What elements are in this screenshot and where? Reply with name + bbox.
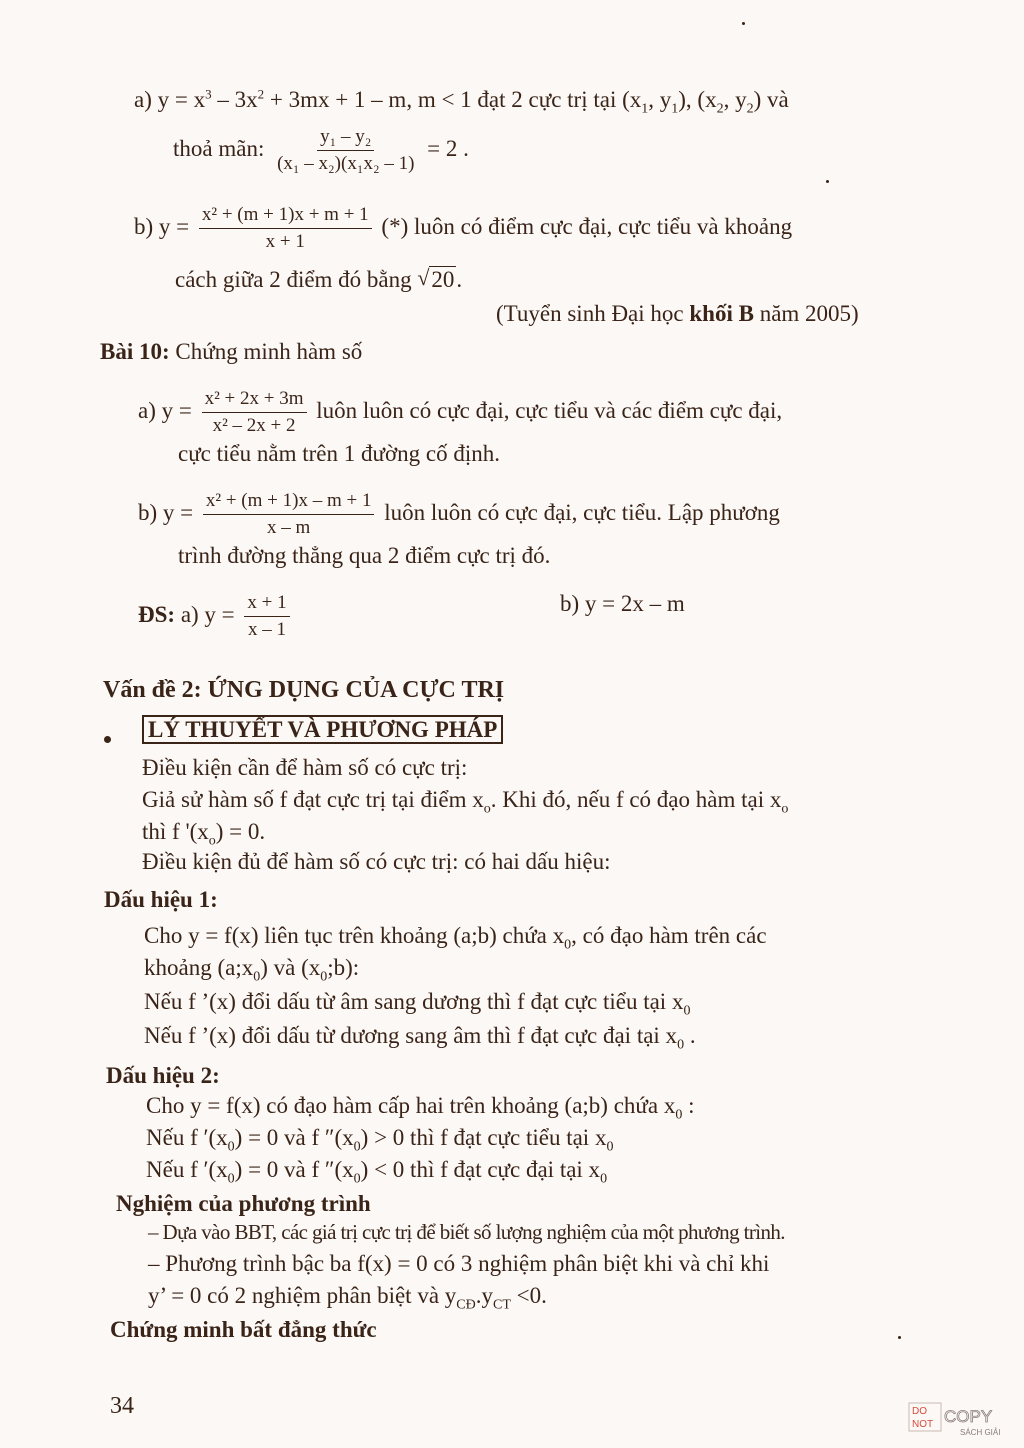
topic-text: ) = 0. <box>215 819 266 844</box>
fraction-numerator: x² + (m + 1)x + m + 1 <box>199 204 372 229</box>
page-number <box>110 1392 134 1420</box>
topic-text: Điều kiện cần để hàm số có cực trị: <box>142 755 468 780</box>
topic-text: . Khi đó, nếu f có đạo hàm tại x <box>490 787 782 812</box>
sign2-title <box>106 1062 220 1090</box>
answer-b: b) y = 2x – m <box>560 591 685 616</box>
sign2-line2 <box>146 1124 614 1155</box>
roots-line1 <box>148 1218 785 1246</box>
p10-b-line1 <box>138 490 780 539</box>
fraction-denominator: x – m <box>267 517 311 538</box>
sign2-text: Nếu f ′(x <box>146 1157 228 1182</box>
topic-boxed-title <box>142 716 503 744</box>
p9-a-text: ) và <box>753 87 789 112</box>
subscript: 0 <box>227 1139 235 1155</box>
p9-a-text: a) y = x <box>134 87 206 112</box>
fraction-numerator: x² + 2x + 3m <box>202 388 307 413</box>
sign1-line3 <box>144 988 691 1019</box>
ineq-title-text: Chứng minh bất đẳng thức <box>110 1317 377 1342</box>
p10-answer-b <box>560 590 685 618</box>
subscript: CT <box>492 1297 511 1313</box>
subscript: 0 <box>600 1171 608 1187</box>
subscript: 0 <box>606 1139 614 1155</box>
p9-a-condition <box>173 126 469 175</box>
roots-text: – Phương trình bậc ba f(x) = 0 có 3 nghiệm phân biệt khi và chỉ khi <box>148 1251 770 1276</box>
p9-a-cond-label: thoả mãn: <box>173 135 265 161</box>
fraction-numerator: x + 1 <box>244 592 289 617</box>
sign1-title <box>104 886 218 914</box>
roots-text: – Dựa vào BBT, các giá trị cực trị để biết số lượng nghiệm của một phương trình. <box>148 1220 785 1244</box>
p10-answer <box>138 592 294 641</box>
sign2-text: : <box>682 1093 695 1118</box>
roots-line3 <box>148 1282 547 1313</box>
p9-a-text: , y <box>723 87 747 112</box>
sign1-line2 <box>144 954 360 985</box>
watermark-brand: SÁCH GIẢI <box>960 1428 1001 1437</box>
bullet-icon <box>104 736 111 743</box>
exercise-title-rest: Chứng minh hàm số <box>169 339 363 364</box>
source-text: (Tuyển sinh Đại học <box>496 301 690 326</box>
topic-heading-text: Vấn đề 2: ỨNG DỤNG CỦA CỰC TRỊ <box>103 677 505 703</box>
answer-a-label: a) y = <box>175 601 235 627</box>
fraction-numerator: y₁ – y₂ <box>317 126 374 151</box>
sqrt-expression: √ 20 <box>417 265 455 292</box>
sign1-text: ;b): <box>327 955 360 980</box>
sign1-title-text: Dấu hiệu 1: <box>104 887 218 912</box>
sign2-text: ) > 0 thì f đạt cực tiểu tại x <box>360 1125 607 1150</box>
p9-b-text2: cách giữa 2 điểm đó bằng <box>175 267 412 292</box>
p9-a-text: , y <box>648 87 672 112</box>
sign2-text: Cho y = f(x) có đạo hàm cấp hai trên khoảng (a;b) chứa x <box>146 1093 676 1118</box>
p10-title <box>100 338 362 366</box>
p9-b-fraction <box>199 204 372 253</box>
sign1-text: . <box>684 1023 696 1048</box>
roots-title-text: Nghiệm của phương trình <box>116 1191 371 1216</box>
p9-b-label: b) y = <box>134 213 190 239</box>
roots-text: y’ = 0 có 2 nghiệm phân biệt và y <box>148 1283 457 1308</box>
sign1-text: , có đạo hàm trên các <box>571 923 767 948</box>
sign1-text: Cho y = f(x) liên tục trên khoảng (a;b) chứa x <box>144 923 565 948</box>
watermark-not: NOT <box>912 1419 934 1430</box>
subscript: 0 <box>253 969 261 985</box>
subscript: o <box>781 801 789 817</box>
p9-source <box>496 300 859 328</box>
roots-line2 <box>148 1250 769 1278</box>
source-end: năm 2005) <box>753 301 859 326</box>
subscript: 0 <box>320 969 328 985</box>
speck <box>826 180 829 183</box>
topic-text: Giả sử hàm số f đạt cực trị tại điểm x <box>142 787 484 812</box>
subscript: 0 <box>353 1171 361 1187</box>
subscript: 0 <box>353 1139 361 1155</box>
fraction-denominator: x + 1 <box>265 231 305 252</box>
sign2-text: ) = 0 và f ″(x <box>234 1157 354 1182</box>
topic-line4 <box>142 848 611 876</box>
p10-b-text2: trình đường thẳng qua 2 điểm cực trị đó. <box>178 543 551 568</box>
watermark-icon <box>908 1402 1008 1438</box>
roots-text: <0. <box>510 1283 547 1308</box>
watermark-do: DO <box>912 1406 927 1417</box>
sign2-text: Nếu f ′(x <box>146 1125 228 1150</box>
p9-b-line2 <box>175 266 462 294</box>
p9-a-cond-suffix: = 2 . <box>427 135 469 161</box>
sign2-title-text: Dấu hiệu 2: <box>106 1063 220 1088</box>
page-number-text: 34 <box>110 1393 134 1419</box>
boxed-title: LÝ THUYẾT VÀ PHƯƠNG PHÁP <box>142 715 503 744</box>
p9-b-text: (*) luôn có điểm cực đại, cực tiểu và khoảng <box>381 213 793 239</box>
sign2-text: ) < 0 thì f đạt cực đại tại x <box>360 1157 601 1182</box>
p9-b-line1 <box>134 204 792 253</box>
p10-a-text: luôn luôn có cực đại, cực tiểu và các điểm cực đại, <box>316 397 783 423</box>
p9-a-fraction <box>274 126 417 175</box>
p10-a-line2 <box>178 440 500 468</box>
topic-heading <box>103 676 504 704</box>
p10-b-text: luôn luôn có cực đại, cực tiểu. Lập phương <box>384 499 780 525</box>
sign2-line3 <box>146 1156 608 1187</box>
answer-label: ĐS: <box>138 601 176 627</box>
subscript: o <box>208 833 216 849</box>
source-bold: khối B <box>689 301 754 326</box>
roots-title <box>116 1190 371 1218</box>
fraction-numerator: x² + (m + 1)x – m + 1 <box>203 490 375 515</box>
p10-b-fraction <box>203 490 375 539</box>
p9-a-text: + 3mx + 1 – m, m < 1 đạt 2 cực trị tại (x <box>264 87 642 112</box>
topic-text: thì f '(x <box>142 819 209 844</box>
sign1-text: ) và (x <box>260 955 321 980</box>
sqrt-radicand: 20 <box>431 267 455 292</box>
watermark-stamp <box>908 1402 1008 1438</box>
sign1-text: khoảng (a;x <box>144 955 254 980</box>
p10-a-line1 <box>138 388 782 437</box>
sign1-line1 <box>144 922 767 953</box>
answer-a-fraction <box>244 592 289 641</box>
topic-line3 <box>142 818 266 849</box>
p10-b-line2 <box>178 542 550 570</box>
fraction-denominator: (x₁ – x₂)(x₁x₂ – 1) <box>277 153 415 174</box>
roots-text: .y <box>475 1283 493 1308</box>
topic-line1 <box>142 754 467 782</box>
topic-line2 <box>142 786 789 817</box>
p9-a-line1: a) $y = x^3 - 3x^2 + 3mx + 1 - m$, m < 1 đạt 2 cực trị tại ($x_1$, $y_1$), ($x_2$, $y_2$) và <box>134 86 789 117</box>
topic-text: Điều kiện đủ để hàm số có cực trị: có hai dấu hiệu: <box>142 849 611 874</box>
exercise-title: Bài 10: <box>100 339 170 364</box>
p10-a-label: a) y = <box>138 397 192 423</box>
watermark-copy: COPY <box>944 1407 993 1426</box>
sign1-line4 <box>144 1022 696 1053</box>
sign1-text: Nếu f ’(x) đổi dấu từ âm sang dương thì f đạt cực tiểu tại x <box>144 989 684 1014</box>
p9-a-text: ), (x <box>678 87 717 112</box>
p9-a-text: – 3x <box>211 87 258 112</box>
subscript: o <box>483 801 491 817</box>
subscript: 0 <box>677 1037 685 1053</box>
sign2-text: ) = 0 và f ″(x <box>234 1125 354 1150</box>
p10-b-label: b) y = <box>138 499 194 525</box>
subscript: 0 <box>683 1003 691 1019</box>
subscript: 0 <box>564 937 572 953</box>
subscript: 0 <box>675 1107 683 1123</box>
speck <box>742 22 745 25</box>
ineq-title <box>110 1316 377 1344</box>
p10-a-fraction <box>202 388 307 437</box>
p10-a-text2: cực tiểu nằm trên 1 đường cố định. <box>178 441 500 466</box>
speck <box>898 1336 901 1339</box>
subscript: 0 <box>227 1171 235 1187</box>
subscript: CĐ <box>456 1297 476 1313</box>
fraction-denominator: x² – 2x + 2 <box>212 415 296 436</box>
fraction-denominator: x – 1 <box>248 619 287 640</box>
sign1-text: Nếu f ’(x) đổi dấu từ dương sang âm thì f đạt cực đại tại x <box>144 1023 678 1048</box>
p9-b-end: . <box>456 267 463 292</box>
sign2-line1 <box>146 1092 695 1123</box>
